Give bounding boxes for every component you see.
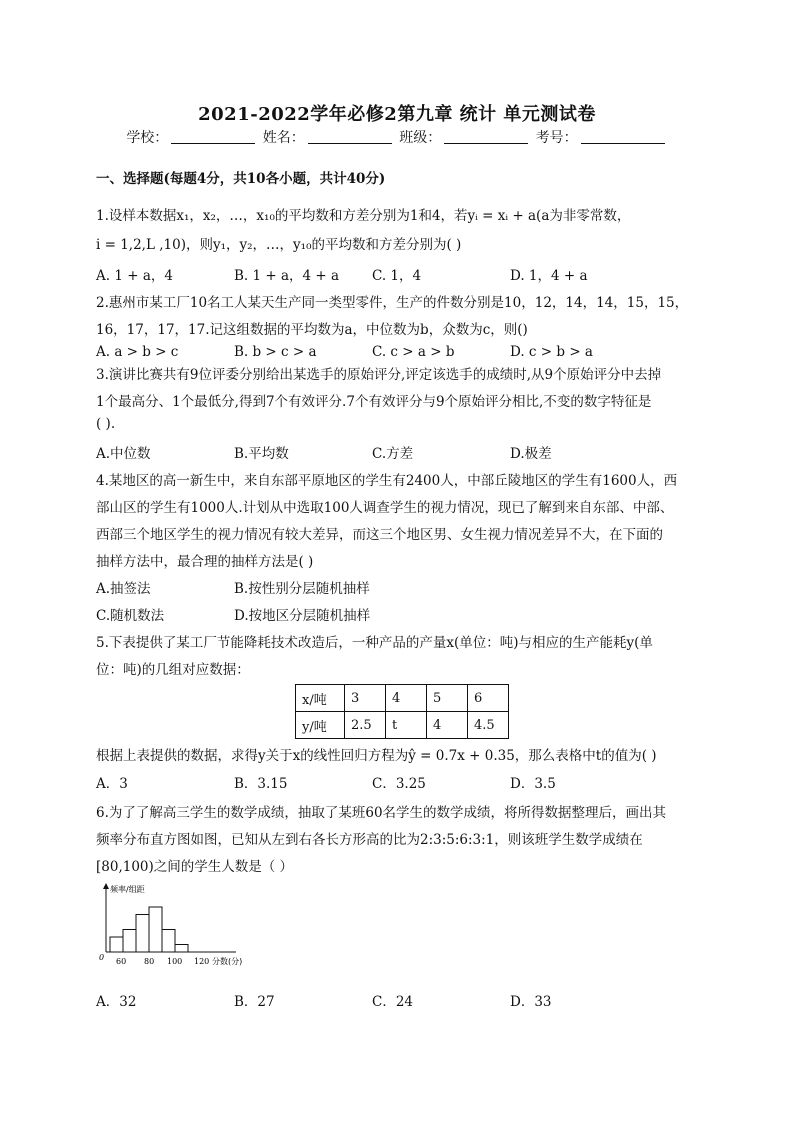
student-info-row xyxy=(0,127,794,147)
q5-line3: 根据上表提供的数据，求得y关于x的线性回归方程为ŷ = 0.7x + 0.35，那么表格中t的值为( ) xyxy=(96,748,657,764)
q3-option-b[interactable]: B.平均数 xyxy=(234,446,289,462)
q6-option-b[interactable]: B．27 xyxy=(234,994,275,1010)
exam-no-blank[interactable] xyxy=(581,130,665,144)
school-blank[interactable] xyxy=(171,130,255,144)
q6-line2: 频率分布直方图如图，已知从左到右各长方形高的比为2:3:5:6:3:1，则该班学生数学成绩在 xyxy=(96,832,643,848)
q1-option-d[interactable]: D. 1，4 + a xyxy=(510,268,588,284)
q4-option-a[interactable]: A.抽签法 xyxy=(96,581,151,597)
q5-option-d[interactable]: D．3.5 xyxy=(510,776,556,792)
q2-option-b[interactable]: B. b > c > a xyxy=(234,344,317,360)
page-title: 2021-2022学年必修2第九章 统计 单元测试卷 xyxy=(198,104,596,125)
q5-line2: 位：吨)的几组对应数据： xyxy=(96,662,250,678)
q4-option-c[interactable]: C.随机数法 xyxy=(96,608,165,624)
q3-line3: ( ). xyxy=(96,416,116,432)
q2-line2: 16，17，17，17.记这组数据的平均数为a，中位数为b，众数为c，则() xyxy=(96,322,528,338)
histogram-bar xyxy=(123,930,136,953)
histogram-bar xyxy=(149,907,162,952)
school-label: 学校： xyxy=(126,130,169,146)
table-cell: 5 xyxy=(427,685,468,712)
q4-line1: 4.某地区的高一新生中，来自东部平原地区的学生有2400人，中部丘陵地区的学生有1600人，西 xyxy=(96,473,678,489)
q6-line3: [80,100)之间的学生人数是（ ） xyxy=(96,859,294,875)
class-label: 班级： xyxy=(399,130,442,146)
table-cell: 4.5 xyxy=(468,712,509,739)
q5-data-table xyxy=(295,684,509,739)
table-cell: 6 xyxy=(468,685,509,712)
q4-line3: 西部三个地区学生的视力情况有较大差异，而这三个地区男、女生视力情况差异不大，在下面的 xyxy=(96,527,663,543)
exam-no-label: 考号： xyxy=(535,130,578,146)
q4-line2: 部山区的学生有1000人.计划从中选取100人调查学生的视力情况，现已了解到来自东部、中部、 xyxy=(96,500,674,516)
tick-label-100: 100 xyxy=(167,957,183,966)
q6-option-d[interactable]: D．33 xyxy=(510,994,552,1010)
table-row xyxy=(296,712,509,739)
q5-option-c[interactable]: C．3.25 xyxy=(372,776,426,792)
q1-line2: i = 1,2,L ,10)，则y₁，y₂，…，y₁₀的平均数和方差分别为( ) xyxy=(96,237,462,253)
tick-label-120: 120 xyxy=(194,957,210,966)
histogram-bar xyxy=(136,915,149,953)
q5-line1: 5.下表提供了某工厂节能降耗技术改造后，一种产品的产量x(单位：吨)与相应的生产能耗y(单 xyxy=(96,635,653,651)
y-axis-label: 频率/组距 xyxy=(110,885,145,894)
section-heading: 一、选择题(每题4分，共10各小题，共计40分) xyxy=(96,171,386,187)
q1-option-b[interactable]: B. 1 + a，4 + a xyxy=(234,268,340,284)
table-row xyxy=(296,685,509,712)
q4-option-b[interactable]: B.按性别分层随机抽样 xyxy=(234,581,370,597)
q1-line1: 1.设样本数据x₁，x₂，…，x₁₀的平均数和方差分别为1和4，若yᵢ = xᵢ + a(a为非零常数， xyxy=(96,208,631,224)
q3-line2: 1个最高分、1个最低分,得到7个有效评分.7个有效评分与9个原始评分相比,不变的数字特征是 xyxy=(96,394,652,410)
table-cell: t xyxy=(386,712,427,739)
table-cell: 4 xyxy=(427,712,468,739)
class-blank[interactable] xyxy=(444,130,528,144)
q5-option-a[interactable]: A．3 xyxy=(96,776,128,792)
name-label: 姓名： xyxy=(262,130,305,146)
q3-line1: 3.演讲比赛共有9位评委分别给出某选手的原始评分,评定该选手的成绩时,从9个原始评分中去掉 xyxy=(96,367,662,383)
tick-label-80: 80 xyxy=(144,957,155,966)
q2-option-a[interactable]: A. a > b > c xyxy=(96,344,179,360)
q3-option-c[interactable]: C.方差 xyxy=(372,446,414,462)
table-cell: 3 xyxy=(345,685,386,712)
q1-option-c[interactable]: C. 1，4 xyxy=(372,268,422,284)
table-cell: y/吨 xyxy=(296,712,345,739)
q6-option-c[interactable]: C．24 xyxy=(372,994,414,1010)
q6-option-a[interactable]: A．32 xyxy=(96,994,137,1010)
tick-label-60: 60 xyxy=(116,957,127,966)
name-blank[interactable] xyxy=(308,130,392,144)
histogram-bar xyxy=(162,930,175,953)
q3-option-d[interactable]: D.极差 xyxy=(510,446,552,462)
q4-option-d[interactable]: D.按地区分层随机抽样 xyxy=(234,608,371,624)
table-cell: 4 xyxy=(386,685,427,712)
q5-option-b[interactable]: B．3.15 xyxy=(234,776,288,792)
table-cell: 2.5 xyxy=(345,712,386,739)
q2-option-c[interactable]: C. c > a > b xyxy=(372,344,455,360)
frequency-histogram xyxy=(96,880,266,975)
x-axis-label: 分数(分) xyxy=(212,957,243,966)
q2-option-d[interactable]: D. c > b > a xyxy=(510,344,593,360)
y-axis-arrow-icon xyxy=(103,883,109,889)
q2-line1: 2.惠州市某工厂10名工人某天生产同一类型零件，生产的件数分别是10，12，14，14，15，15， xyxy=(96,295,689,311)
histogram-bar xyxy=(175,945,188,953)
histogram-bar xyxy=(110,937,123,952)
q1-option-a[interactable]: A. 1 + a，4 xyxy=(96,268,173,284)
origin-label: 0 xyxy=(99,953,105,962)
q6-line1: 6.为了了解高三学生的数学成绩，抽取了某班60名学生的数学成绩，将所得数据整理后，画出其 xyxy=(96,805,667,821)
table-cell: x/吨 xyxy=(296,685,345,712)
q3-option-a[interactable]: A.中位数 xyxy=(96,446,151,462)
q4-line4: 抽样方法中，最合理的抽样方法是( ) xyxy=(96,554,314,570)
